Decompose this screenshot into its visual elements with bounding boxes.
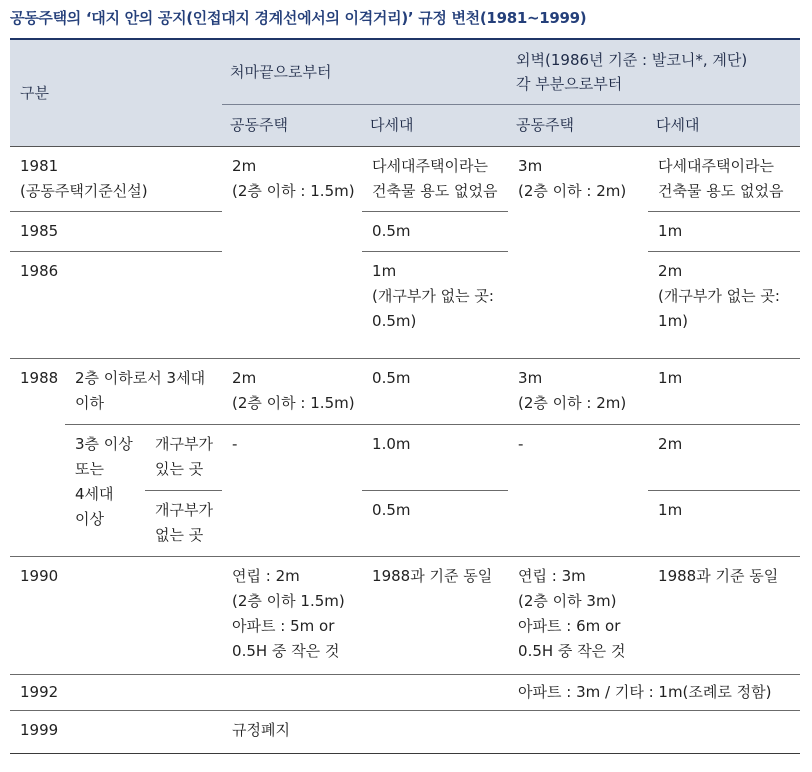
cell-1988-without-opening-eaves-multi: 0.5m — [362, 490, 508, 556]
cell-1988-small-label: 2층 이하로서 3세대 이하 — [65, 358, 222, 424]
cell-1990-wall-apartment: 연립 : 3m (2층 이하 3m) 아파트 : 6m or 0.5H 중 작은 것 — [508, 556, 648, 674]
cell-1981-wall-apartment: 3m (2층 이하 : 2m) — [508, 146, 648, 358]
year-1990-label: 1990 — [10, 556, 222, 674]
cell-1981-eaves-multi: 다세대주택이라는 건축물 용도 없었음 — [362, 146, 508, 211]
cell-1985-eaves-multi: 0.5m — [362, 211, 508, 251]
cell-1988-large-wall-apartment: - — [508, 424, 648, 556]
header-category: 구분 — [10, 39, 222, 146]
table-row — [10, 146, 800, 211]
cell-1986-eaves-multi: 1m (개구부가 없는 곳: 0.5m) — [362, 251, 508, 358]
year-1999-label: 1999 — [10, 710, 222, 753]
cell-1988-without-opening-label: 개구부가 없는 곳 — [145, 490, 222, 556]
cell-1988-with-opening-eaves-multi: 1.0m — [362, 424, 508, 490]
header-wall-group: 외벽(1986년 기준 : 발코니*, 계단) 각 부분으로부터 — [508, 39, 800, 104]
cell-1988-without-opening-wall-multi: 1m — [648, 490, 800, 556]
cell-1992-wall: 아파트 : 3m / 기타 : 1m(조례로 정함) — [508, 674, 800, 710]
year-1986-label: 1986 — [10, 251, 222, 358]
cell-1988-large-eaves-apartment: - — [222, 424, 362, 556]
cell-1988-small-wall-apartment: 3m (2층 이하 : 2m) — [508, 358, 648, 424]
cell-1988-small-eaves-multi: 0.5m — [362, 358, 508, 424]
header-row — [10, 39, 800, 104]
table-row — [10, 710, 800, 753]
year-1981-label: 1981 (공동주택기준신설) — [10, 146, 222, 211]
table-title: 공동주택의 ‘대지 안의 공지(인접대지 경계선에서의 이격거리)’ 규정 변천(1981~1999) — [10, 9, 587, 27]
year-1992-label: 1992 — [10, 674, 222, 710]
regulation-history-table — [10, 38, 800, 754]
table-row — [10, 211, 800, 251]
cell-1990-wall-multi: 1988과 기준 동일 — [648, 556, 800, 674]
header-eaves-group: 처마끝으로부터 — [222, 39, 508, 104]
table-row — [10, 424, 800, 490]
cell-1988-with-opening-wall-multi: 2m — [648, 424, 800, 490]
cell-1988-small-wall-multi: 1m — [648, 358, 800, 424]
year-1988-label: 1988 — [10, 358, 65, 556]
header-eaves-multi: 다세대 — [362, 104, 508, 146]
table-row — [10, 358, 800, 424]
cell-1990-eaves-multi: 1988과 기준 동일 — [362, 556, 508, 674]
cell-1988-large-label: 3층 이상 또는 4세대 이상 — [65, 424, 145, 556]
cell-1985-wall-multi: 1m — [648, 211, 800, 251]
cell-1999-all: 규정폐지 — [222, 710, 800, 753]
table-row — [10, 556, 800, 674]
year-1985-label: 1985 — [10, 211, 222, 251]
header-wall-multi: 다세대 — [648, 104, 800, 146]
empty-cell — [362, 674, 508, 710]
header-eaves-apartment: 공동주택 — [222, 104, 362, 146]
cell-1981-wall-multi: 다세대주택이라는 건축물 용도 없었음 — [648, 146, 800, 211]
cell-1990-eaves-apartment: 연립 : 2m (2층 이하 1.5m) 아파트 : 5m or 0.5H 중 작은 것 — [222, 556, 362, 674]
cell-1981-eaves-apartment: 2m (2층 이하 : 1.5m) — [222, 146, 362, 358]
cell-1988-small-eaves-apartment: 2m (2층 이하 : 1.5m) — [222, 358, 362, 424]
cell-1988-with-opening-label: 개구부가 있는 곳 — [145, 424, 222, 490]
table-row — [10, 674, 800, 710]
cell-1986-wall-multi: 2m (개구부가 없는 곳: 1m) — [648, 251, 800, 358]
table-row — [10, 251, 800, 358]
empty-cell — [222, 674, 362, 710]
header-wall-apartment: 공동주택 — [508, 104, 648, 146]
